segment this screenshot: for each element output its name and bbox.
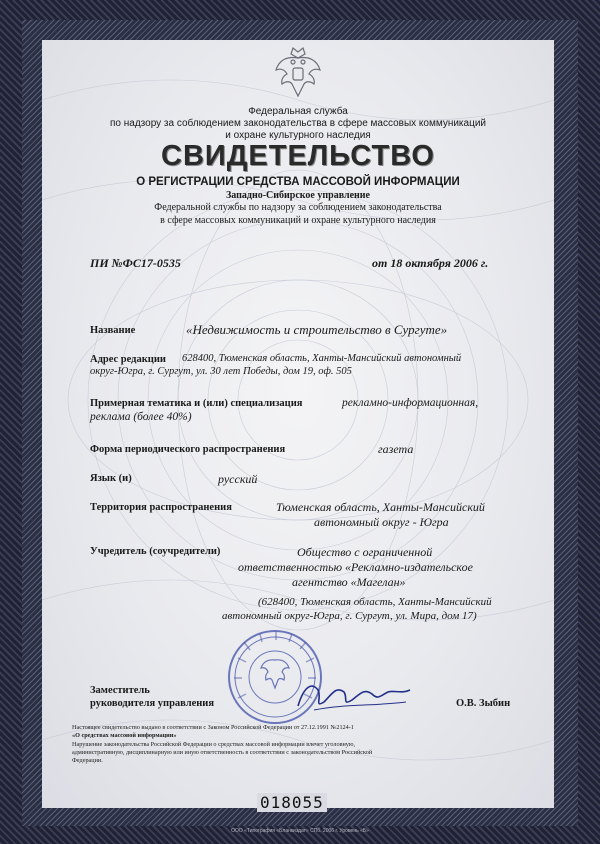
branch-title: Западно-Сибирское управление [226, 190, 370, 201]
agency-line-3: и охране культурного наследия [225, 130, 371, 141]
address-value-2: округ-Югра, г. Сургут, ул. 30 лет Победы, дом 19, оф. 505 [90, 366, 352, 377]
founder-value-1: Общество с ограниченной [297, 545, 433, 559]
name-label: Название [90, 325, 136, 336]
form-value: газета [378, 442, 414, 456]
founder-value-5: автономный округ-Югра, г. Сургут, ул. Мира, дом 17) [222, 610, 477, 622]
printer-line: ООО «Типография «Бланкиздат» СПб. 2006 г. Уровень «Б» [231, 828, 369, 834]
footer-note-2: «О средствах массовой информации» [72, 732, 177, 739]
footer-note-4: административную, дисциплинарную или иную ответственность в соответствии с законодательством Российской [72, 749, 373, 756]
registration-number: ПИ №ФС17-0535 [90, 256, 181, 270]
serial-number: 018055 [257, 793, 327, 812]
certificate-subtitle: О РЕГИСТРАЦИИ СРЕДСТВА МАССОВОЙ ИНФОРМАЦИИ [136, 176, 460, 188]
territory-value-2: автономный округ - Югра [314, 515, 449, 529]
signer-role-1: Заместитель [90, 685, 150, 696]
signer-role-2: руководителя управления [90, 698, 215, 709]
territory-label: Территория распространения [90, 502, 232, 513]
certificate-title: СВИДЕТЕЛЬСТВО [161, 140, 435, 172]
name-value: «Недвижимость и строительство в Сургуте» [186, 322, 448, 337]
signer-name: О.В. Зыбин [456, 698, 511, 709]
agency-line-1: Федеральная служба [248, 106, 348, 117]
address-value-1: 628400, Тюменская область, Ханты-Мансийский автономный [182, 353, 462, 364]
footer-note-3: Нарушение законодательства Российской Федерации о средствах массовой информации влечет уголовную, [72, 741, 356, 748]
founder-value-4: (628400, Тюменская область, Ханты-Мансийский [258, 596, 492, 608]
topic-value-2: реклама (более 40%) [90, 411, 192, 423]
founder-value-3: агентство «Магелан» [292, 575, 406, 589]
topic-value-1: рекламно-информационная, [342, 397, 479, 409]
agency-line-2: по надзору за соблюдением законодательства в сфере массовых коммуникаций [110, 118, 486, 129]
topic-label: Примерная тематика и (или) специализация [90, 398, 303, 409]
territory-value-1: Тюменская область, Ханты-Мансийский [276, 500, 485, 514]
address-label: Адрес редакции [90, 354, 166, 365]
certificate-paper [42, 40, 554, 808]
coat-of-arms-emblem [273, 46, 323, 100]
handwritten-signature [294, 676, 414, 716]
registration-date: от 18 октября 2006 г. [372, 256, 489, 270]
language-value: русский [218, 472, 258, 486]
footer-note-5: Федерации. [72, 757, 103, 764]
footer-note-1: Настоящее свидетельство выдано в соответствии с Законом Российской Федерации от 27.12.1991 №2124-1 [72, 724, 354, 731]
founder-label: Учредитель (соучредители) [90, 546, 221, 557]
founder-value-2: ответственностью «Рекламно-издательское [238, 560, 473, 574]
language-label: Язык (и) [90, 473, 132, 484]
form-label: Форма периодического распространения [90, 444, 286, 455]
branch-line-3: в сфере массовых коммуникаций и охране культурного наследия [160, 215, 436, 226]
branch-line-2: Федеральной службы по надзору за соблюдением законодательства [154, 202, 442, 213]
